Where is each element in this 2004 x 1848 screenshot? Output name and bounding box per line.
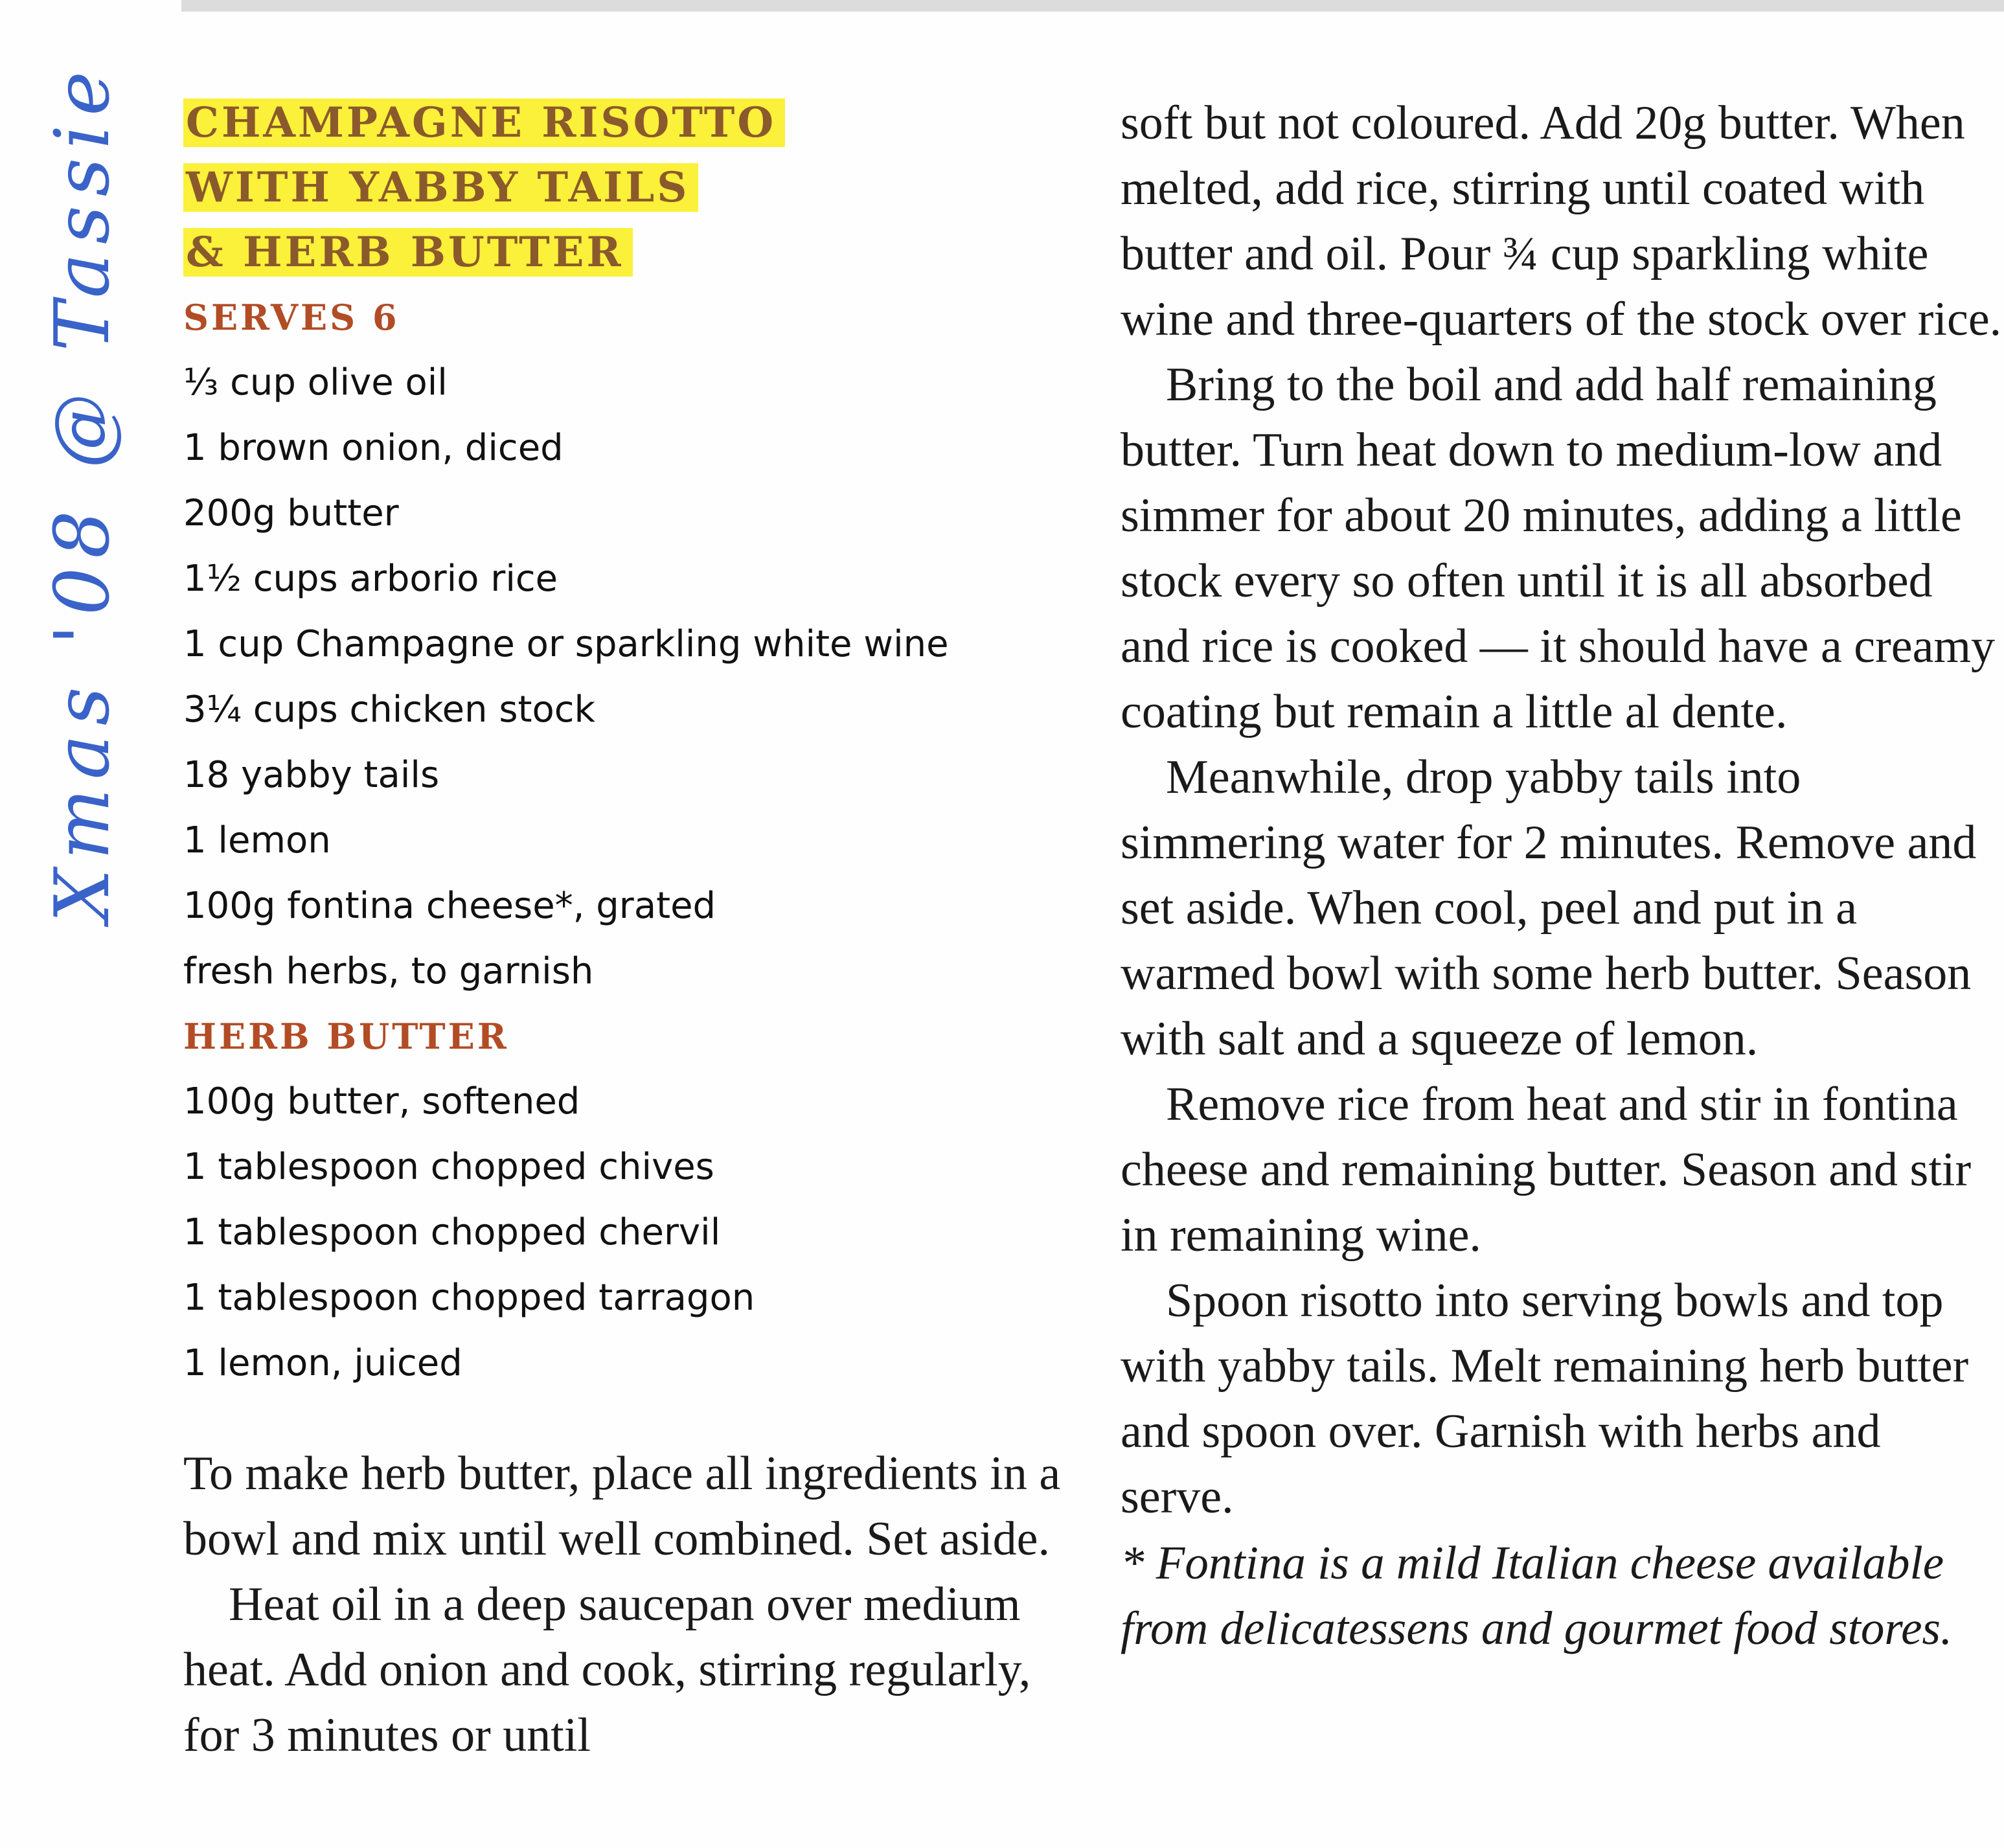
ingredient-item: ⅓ cup olive oil bbox=[183, 361, 448, 404]
ingredient-item: 200g butter bbox=[183, 492, 399, 534]
ingredient-item: 3¼ cups chicken stock bbox=[183, 689, 595, 731]
ingredient-item: fresh herbs, to garnish bbox=[183, 950, 594, 992]
herb-butter-ingredient-item: 100g butter, softened bbox=[183, 1080, 580, 1123]
title-highlight-3: & HERB BUTTER bbox=[183, 228, 633, 277]
herb-butter-ingredient-item: 1 lemon, juiced bbox=[183, 1342, 462, 1384]
page-top-edge bbox=[181, 0, 2004, 12]
ingredient-item: 1 brown onion, diced bbox=[183, 427, 564, 469]
method-paragraph: Heat oil in a deep saucepan over medium heat. Add onion and cook, stirring regularly, for 3 minutes or until bbox=[183, 1578, 1031, 1762]
herb-butter-ingredient-item: 1 tablespoon chopped chives bbox=[183, 1146, 714, 1188]
ingredient-item: 18 yabby tails bbox=[183, 754, 440, 796]
method-paragraph: soft but not coloured. Add 20g butter. When melted, add rice, stirring until coated with butter and oil. Pour ¾ cup sparkling white wine and three-quarters of the stock over rice. bbox=[1121, 97, 2002, 346]
method-paragraph: Bring to the boil and add half remaining butter. Turn heat down to medium-low and simmer for about 20 minutes, adding a little stock every so often until it is all absorbed and rice is cooked — it should have a creamy coating but remain a little al dente. bbox=[1121, 358, 1996, 738]
method-paragraph: Spoon risotto into serving bowls and top with yabby tails. Melt remaining herb butter and spoon over. Garnish with herbs and serve. bbox=[1121, 1274, 1969, 1523]
method-paragraph: To make herb butter, place all ingredients in a bowl and mix until well combined. Set aside. bbox=[183, 1447, 1061, 1566]
recipe-title-line-3 bbox=[183, 220, 1084, 285]
ingredient-item: 1 cup Champagne or sparkling white wine bbox=[183, 623, 949, 665]
method-paragraph: Meanwhile, drop yabby tails into simmering water for 2 minutes. Remove and set aside. When cool, peel and put in a warmed bowl with some herb butter. Season with salt and a squeeze of lemon. bbox=[1121, 751, 1977, 1066]
herb-butter-ingredient-item: 1 tablespoon chopped tarragon bbox=[183, 1277, 755, 1319]
ingredient-item: 100g fontina cheese*, grated bbox=[183, 885, 716, 927]
recipe-right-column bbox=[1121, 91, 2004, 1661]
title-highlight-1: CHAMPAGNE RISOTTO bbox=[183, 98, 785, 147]
title-highlight-2: WITH YABBY TAILS bbox=[183, 163, 698, 212]
recipe-title-line-1 bbox=[183, 91, 1084, 155]
ingredient-item: 1½ cups arborio rice bbox=[183, 558, 558, 600]
ingredient-list bbox=[183, 350, 1084, 1004]
herb-butter-ingredient-list bbox=[183, 1069, 1084, 1396]
herb-butter-ingredient-item: 1 tablespoon chopped chervil bbox=[183, 1211, 721, 1253]
ingredient-item: 1 lemon bbox=[183, 819, 331, 861]
handwritten-note: Xmas '08 @ Tassie bbox=[39, 62, 126, 922]
recipe-title-line-2 bbox=[183, 155, 1084, 220]
method-left-block bbox=[183, 1441, 1084, 1768]
recipe-left-column bbox=[183, 91, 1084, 1768]
herb-butter-heading: HERB BUTTER bbox=[183, 1016, 509, 1057]
method-paragraph: Remove rice from heat and stir in fontina cheese and remaining butter. Season and stir in remaining wine. bbox=[1121, 1078, 1972, 1262]
serves-heading: SERVES 6 bbox=[183, 297, 400, 338]
footnote: * Fontina is a mild Italian cheese available from delicatessens and gourmet food stores. bbox=[1121, 1536, 1953, 1654]
